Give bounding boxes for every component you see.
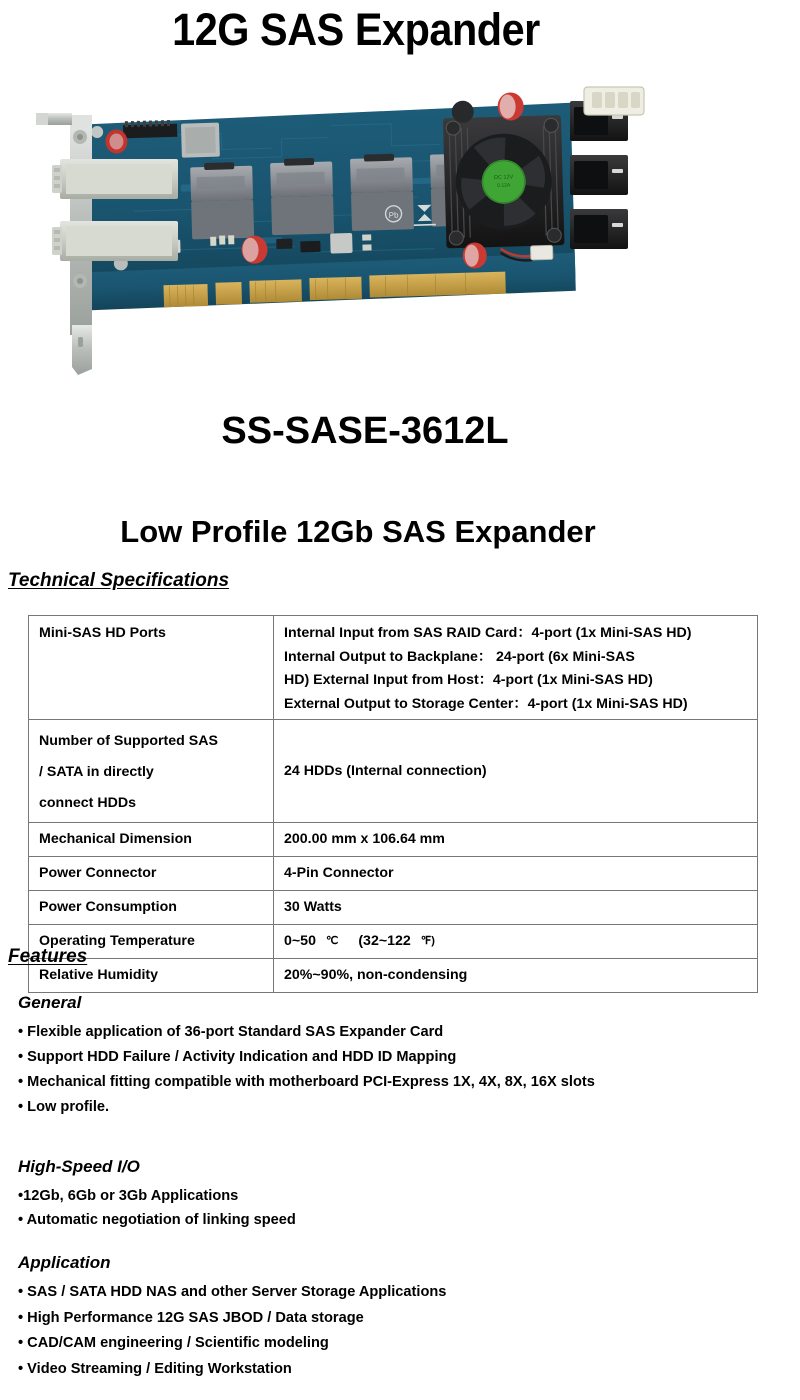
fahrenheit-unit: ℉) [420,935,435,947]
list-item: •12Gb, 6Gb or 3Gb Applications [18,1188,239,1204]
table-row [29,720,758,823]
sas-expander-card-illustration [14,85,686,375]
spec-value-line: HD) External Input from Host：4-port (1x Mini-SAS HD) [284,672,653,688]
spec-label-line: Number of Supported SAS [39,733,218,749]
spec-label-line: / SATA in directly [39,764,154,780]
technical-specifications-heading: Technical Specifications [8,570,230,591]
spec-label: Operating Temperature [29,925,274,959]
spec-value-line: Internal Input from SAS RAID Card：4-port (1x Mini-SAS HD) [284,625,692,641]
temperature-celsius: 0~50 [284,933,316,949]
spec-value-line: Internal Output to Backplane： 24-port (6x Mini-SAS [284,648,635,665]
feature-group-title: General [18,993,82,1012]
svg-text:Pb: Pb [388,210,399,220]
spec-label: Mini-SAS HD Ports [29,616,274,720]
svg-text:0.12A: 0.12A [497,182,511,189]
spec-label: Relative Humidity [29,959,274,993]
list-item: • Automatic negotiation of linking speed [18,1212,296,1228]
page-title: 12G SAS Expander [172,4,540,55]
specifications-table [28,615,758,993]
spec-label: Power Connector [29,857,274,891]
spec-value: 4-Pin Connector [274,857,758,891]
spec-value: 24 HDDs (Internal connection) [274,720,758,823]
table-row [29,891,758,925]
table-row [29,823,758,857]
list-item: • Video Streaming / Editing Workstation [18,1360,292,1377]
feature-group-application [18,1252,446,1382]
table-row [29,925,758,959]
feature-group-title: Application [18,1253,111,1272]
spec-value [274,616,758,720]
spec-value-temperature [274,925,758,959]
svg-text:DC 12V: DC 12V [493,174,514,181]
table-row [29,959,758,993]
features-heading: Features [8,946,88,967]
table-row [29,616,758,720]
celsius-unit: ℃ [325,935,339,947]
list-item: • Support HDD Failure / Activity Indication and HDD ID Mapping [18,1049,457,1065]
spec-value: 20%~90%, non-condensing [274,959,758,993]
list-item: • SAS / SATA HDD NAS and other Server Storage Applications [18,1284,447,1300]
spec-value: 30 Watts [274,891,758,925]
spec-value-line: External Output to Storage Center：4-port (1x Mini-SAS HD) [284,695,688,712]
spec-label: Mechanical Dimension [29,823,274,857]
feature-group-high-speed-io [18,1156,296,1232]
list-item: • High Performance 12G SAS JBOD / Data storage [18,1309,364,1326]
list-item: • CAD/CAM engineering / Scientific modeling [18,1335,329,1351]
product-model-name: SS-SASE-3612L [221,410,509,452]
table-row [29,857,758,891]
spec-value: 200.00 mm x 106.64 mm [274,823,758,857]
product-subtitle: Low Profile 12Gb SAS Expander [120,514,596,549]
list-item: • Low profile. [18,1099,110,1115]
feature-group-title: High-Speed I/O [18,1157,140,1176]
list-item: • Mechanical fitting compatible with motherboard PCI-Express 1X, 4X, 8X, 16X slots [18,1074,595,1090]
list-item: • Flexible application of 36-port Standard SAS Expander Card [18,1024,444,1040]
spec-label-line: connect HDDs [39,795,136,811]
spec-label: Power Consumption [29,891,274,925]
spec-label [29,720,274,823]
temperature-fahrenheit: (32~122 [358,933,411,949]
feature-group-general [18,992,595,1120]
product-photo [14,85,686,375]
